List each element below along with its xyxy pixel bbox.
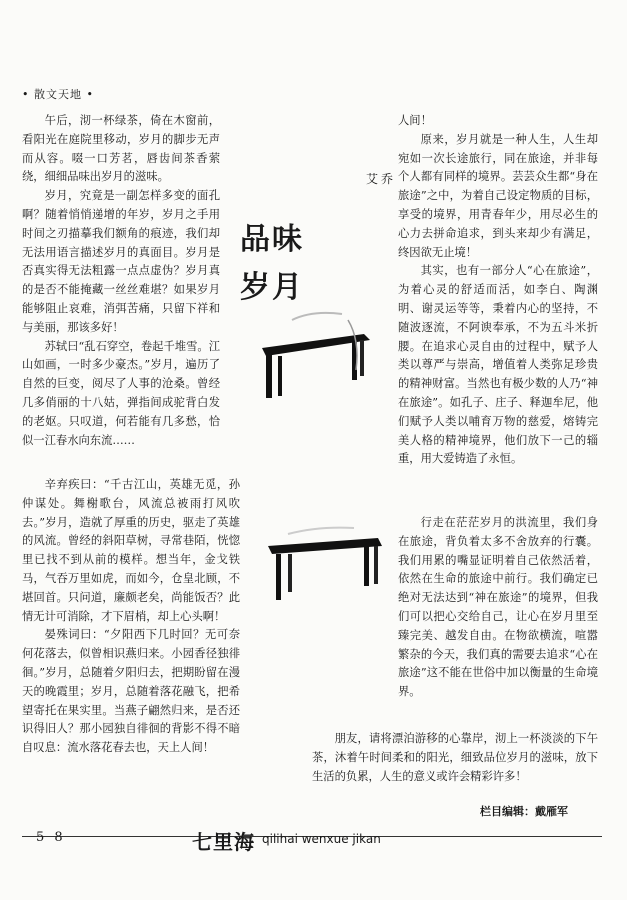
paragraph: 人间！ [398,114,432,127]
column-editor: 栏目编辑：戴雁军 [480,805,568,818]
ink-table-illustration-bottom [258,520,398,620]
author-name: 艾乔 [366,172,397,186]
article-title-line1: 品味 [240,222,304,257]
paragraph: 岁月，究竟是一副怎样多变的面孔啊？随着悄悄递增的年岁，岁月之手用时间之刃描摹我们额角的痕迹，我们却无法用语言描述岁月的真面目。岁月是否真实得无法粗露一点点虚伪？岁月真的是否不能掩藏一丝丝难堪？如果岁月能够阻止哀难，消弭苦痛，只留下祥和与美丽，那该多好！ [22,189,220,334]
ink-table-illustration-top [252,300,392,410]
paragraph: 行走在茫茫岁月的洪流里，我们身在旅途，背负着太多不舍放弃的行囊。我们用累的嘴显证明着自己依然活着，依然在生命的旅途中前行。我们确定已绝对无法达到“神在旅途”的境界，但我们可以把心交给自己，让心在岁月里至臻完美、越发自由。在物欲横流，喧嚣繁杂的今天，我们真的需要去追求“心在旅途”这不能在世俗中加以衡量的生命境界。 [398,516,598,699]
section-label: • 散文天地 • [22,88,94,101]
paragraph: 辛弃疾曰：“千古江山，英雄无觅，孙仲谋处。舞榭歌台，风流总被雨打风吹去。”岁月，造就了厚重的历史，驱走了英雄的风流。曾经的斜阳草树，寻常巷陌，恍惚里已找不到从前的模样。想当年，金戈铁马，气吞万里如虎，而如今，仓皇北顾，不堪回首。只问道，廉颇老矣，尚能饭否？此情无计可消除，才下眉梢，却上心头啊！ [22,478,240,623]
paragraph: 其实，也有一部分人“心在旅途”，为着心灵的舒适而活，如李白、陶渊明、谢灵运等等，秉着内心的坚持，不随波逐流，不阿谀奉承，不为五斗米折腰。在追求心灵自由的过程中，赋予人类以尊严与崇高，增值着人类弥足珍贵的精神财富。当然也有极少数的人乃“神在旅途”。如孔子、庄子、释迦牟尼，他们赋予人类以哺育万物的慈爱，熔铸完美人格的精神境界，他们放下一己的辎重，用大爱铸造了永恒。 [398,264,598,466]
article-title-line2: 岁月 [240,270,304,305]
paragraph: 午后，沏一杯绿茶，倚在木窗前，看阳光在庭院里移动，岁月的脚步无声而从容。啜一口芳茗，唇齿间茶香萦绕，细细品味出岁月的滋味。 [22,114,220,184]
paragraph: 朋友，请将漂泊游移的心靠岸，沏上一杯淡淡的下午茶，沐着午时间柔和的阳光，细致品位岁月的滋味，放下生活的负累，人生的意义或许会精彩许多！ [312,732,598,783]
paragraph: 晏殊词曰：“夕阳西下几时回？无可奈何花落去，似曾相识燕归来。小园香径独徘徊。”岁月，总随着夕阳归去，把期盼留在漫天的晚霞里；岁月，总随着落花融飞，把希望寄托在果实里。当燕子翩然归来，是否还识得旧人？那小园独自徘徊的背影不得不暗自叹息：流水落花春去也，天上人间！ [22,628,240,755]
paragraph: 苏轼曰“乱石穿空，卷起千堆雪。江山如画，一时多少豪杰。”岁月，遍历了自然的巨变，阅尽了人事的沧桑。曾经几多俏丽的十八姑，弹指间成驼背白发的老妪。只叹道，何若能有几多愁，恰似一江春水向东流…… [22,339,220,447]
paragraph: 原来，岁月就是一种人生，人生却宛如一次长途旅行，同在旅途，并非每个人都有同样的境界。芸芸众生都“身在旅途”之中，为着自己设定物质的目标，享受的境界，用青春年少，用尽必生的心力去拼命追求，到头来却少有满足，终因欲无止境！ [398,132,598,259]
magazine-pinyin: qilihai wenxue jikan [262,832,381,846]
page-number: 5 8 [36,830,66,845]
column-right-mid [398,514,598,702]
closing-paragraph [312,730,598,786]
column-right-top [398,112,598,469]
magazine-logo: 七里海 [192,830,255,854]
column-left-mid [22,476,240,758]
column-left-top [22,112,220,450]
